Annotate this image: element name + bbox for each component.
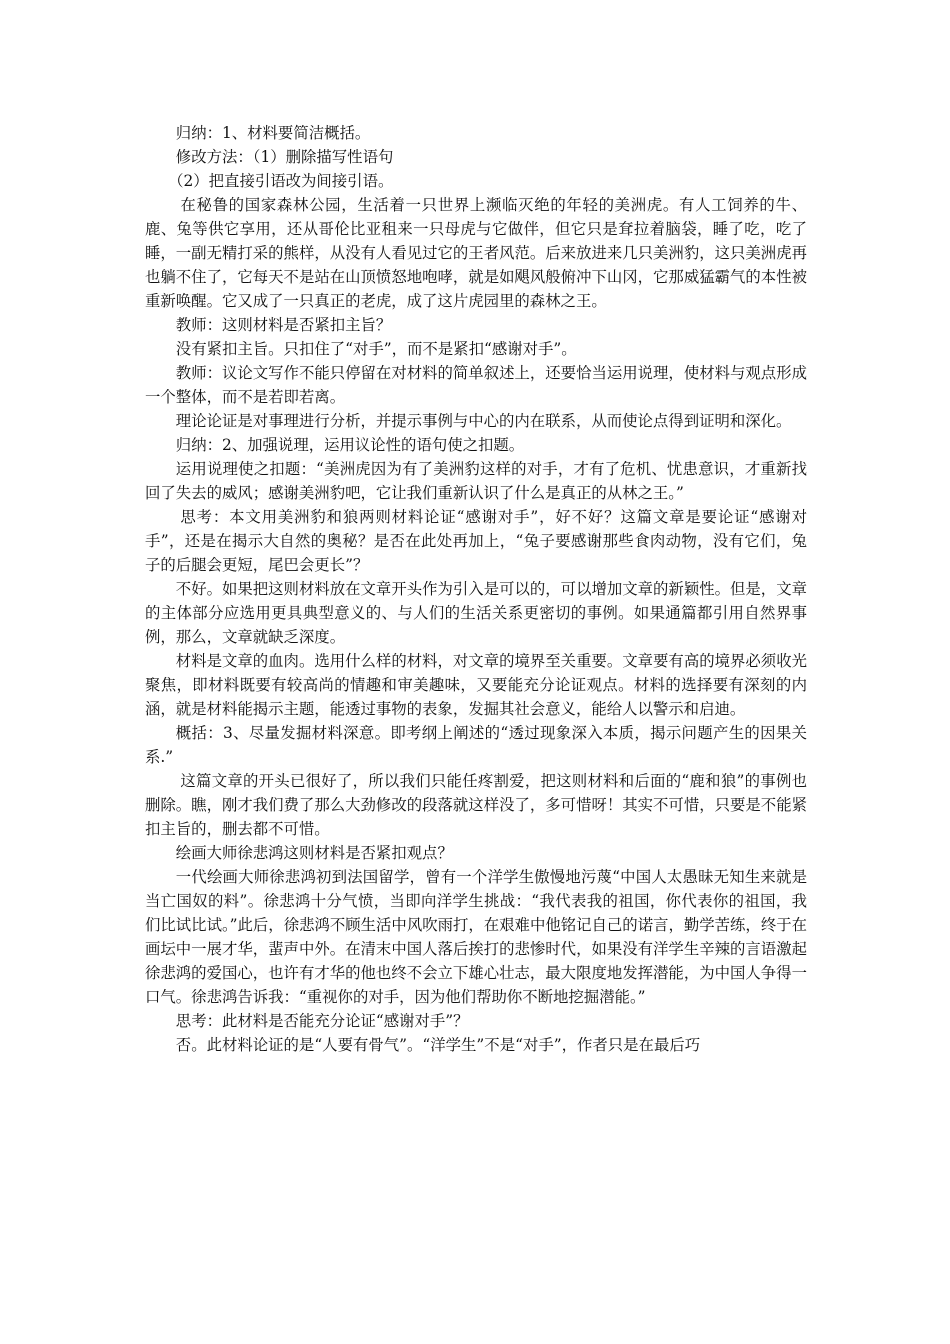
paragraph-teacher-explain: 教师：议论文写作不能只停留在对材料的简单叙述上，还要恰当运用说理，使材料与观点形成一个整体，而不是若即若离。: [145, 364, 807, 406]
document-page: [145, 121, 807, 1057]
paragraph-xu-story: 一代绘画大师徐悲鸿初到法国留学，曾有一个洋学生傲慢地污蔑“中国人太愚昧无知生来就是当亡国奴的料”。徐悲鸿十分气愤，当即向洋学生挑战：“我代表我的祖国，你代表你的祖国，我们比试比试。”此后，徐悲鸿不顾生活中风吹雨打，在艰难中他铭记自己的诺言，勤学苦练，终于在画坛中一展才华，蜚声中外。在清末中国人落后挨打的悲惨时代，如果没有洋学生辛辣的言语激起徐悲鸿的爱国心，也许有才华的他也终不会立下雄心壮志，最大限度地发挥潜能，为中国人争得一口气。徐悲鸿告诉我：“重视你的对手，因为他们帮助你不断地挖掘潜能。”: [145, 868, 807, 1006]
paragraph-tiger-story: 在秘鲁的国家森林公园，生活着一只世界上濒临灭绝的年轻的美洲虎。有人工饲养的牛、鹿、兔等供它享用，还从哥伦比亚租来一只母虎与它做伴，但它只是耷拉着脑袋，睡了吃，吃了睡，一副无精打采的熊样，从没有人看见过它的王者风范。后来放进来几只美洲豹，这只美洲虎再也躺不住了，它每天不是站在山顶愤怒地咆哮，就是如飓风般俯冲下山冈，它那威猛霸气的本性被重新唤醒。它又成了一只真正的老虎，成了这片虎园里的森林之王。: [145, 196, 807, 310]
paragraph-opening: 这篇文章的开头已很好了，所以我们只能任疼割爱，把这则材料和后面的“鹿和狼”的事例也删除。瞧，刚才我们费了那么大劲修改的段落就这样没了，多可惜呀！其实不可惜，只要是不能紧扣主旨的，删去都不可惜。: [145, 772, 807, 838]
paragraph-summary-2: 归纳：2、加强说理，运用议论性的语句使之扣题。: [175, 436, 525, 454]
paragraph-answer-2: 不好。如果把这则材料放在文章开头作为引入是可以的，可以增加文章的新颖性。但是，文章的主体部分应选用更具典型意义的、与人们的生活关系更密切的事例。如果通篇都引用自然界事例，那么，文章就缺乏深度。: [145, 580, 807, 646]
paragraph-material: 材料是文章的血肉。选用什么样的材料，对文章的境界至关重要。文章要有高的境界必须收光聚焦，即材料既要有较高尚的情趣和审美趣味，又要能充分论证观点。材料的选择要有深刻的内涵，就是材料能揭示主题，能透过事物的表象，发掘其社会意义，能给人以警示和启迪。: [145, 652, 807, 718]
paragraph-summary-3: 概括：3、尽量发掘材料深意。即考纲上阐述的“透过现象深入本质，揭示问题产生的因果关系.”: [145, 724, 807, 766]
paragraph-think-2: 思考：此材料是否能充分论证“感谢对手”？: [175, 1012, 469, 1030]
paragraph-think-1: 思考：本文用美洲豹和狼两则材料论证“感谢对手”，好不好？这篇文章是要论证“感谢对手”，还是在揭示大自然的奥秘？是否在此处再加上，“兔子要感谢那些食肉动物，没有它们，兔子的后腿会更短，尾巴会更长”？: [145, 508, 807, 574]
paragraph-teacher-question: 教师：这则材料是否紧扣主旨？: [175, 316, 392, 334]
paragraph-xu-question: 绘画大师徐悲鸿这则材料是否紧扣观点？: [175, 844, 453, 862]
paragraph-summary-1: 归纳：1、材料要简洁概括。: [175, 124, 371, 142]
paragraph-method: 修改方法：（1）删除描写性语句: [175, 148, 394, 166]
paragraph-answer-1: 没有紧扣主旨。只扣住了“对手”，而不是紧扣“感谢对手”。: [175, 340, 577, 358]
paragraph-theory: 理论论证是对事理进行分析，并提示事例与中心的内在联系，从而使论点得到证明和深化。: [175, 412, 792, 430]
paragraph-reasoning: 运用说理使之扣题：“美洲虎因为有了美洲豹这样的对手，才有了危机、忧患意识，才重新找回了失去的威风；感谢美洲豹吧，它让我们重新认识了什么是真正的从林之王。”: [145, 460, 807, 502]
paragraph-answer-3: 否。此材料论证的是“人要有骨气”。“洋学生”不是“对手”，作者只是在最后巧: [175, 1036, 701, 1054]
paragraph-method-2: （2）把直接引语改为间接引语。: [168, 172, 394, 190]
